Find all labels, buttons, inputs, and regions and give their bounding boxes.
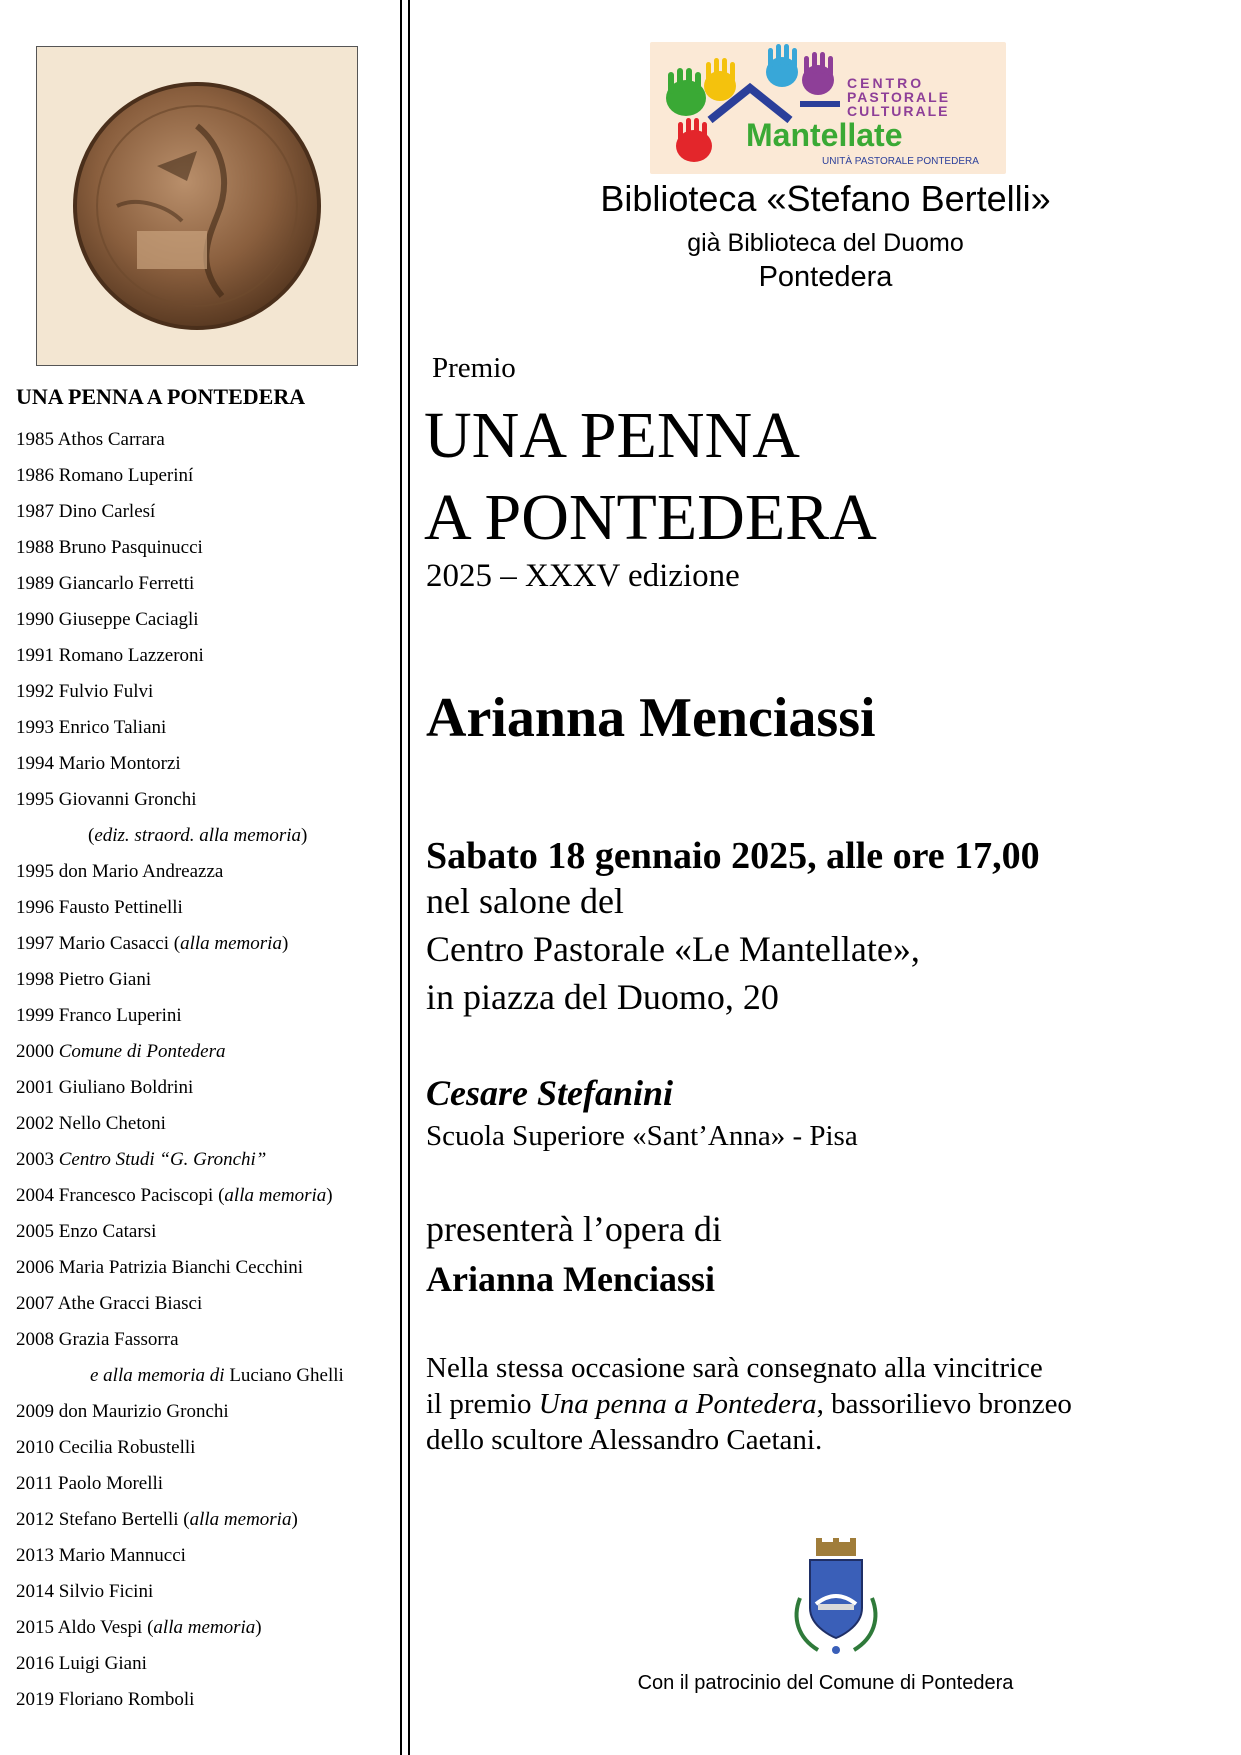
list-item: 2005 Enzo Catarsi	[16, 1221, 157, 1242]
list-item: 1997 Mario Casacci (alla memoria)	[16, 933, 289, 954]
award-note-line3: dello scultore Alessandro Caetani.	[426, 1424, 823, 1456]
event-column	[410, 0, 1241, 1755]
list-item: 2002 Nello Chetoni	[16, 1113, 166, 1134]
winners-list	[16, 422, 396, 1718]
presenter-name: Cesare Stefanini	[426, 1073, 674, 1113]
list-item: 2001 Giuliano Boldrini	[16, 1077, 194, 1098]
list-item: 1999 Franco Luperini	[16, 1005, 182, 1026]
library-city: Pontedera	[758, 261, 893, 293]
venue-line2: Centro Pastorale «Le Mantellate»,	[426, 929, 920, 969]
svg-text:PASTORALE: PASTORALE	[847, 89, 951, 105]
award-note-line1: Nella stessa occasione sarà consegnato alla vincitrice	[426, 1352, 1043, 1384]
venue-line1: nel salone del	[426, 881, 624, 921]
library-former-name: già Biblioteca del Duomo	[687, 229, 964, 257]
winners-column	[0, 0, 400, 1755]
list-item: 2000 Comune di Pontedera	[16, 1041, 226, 1062]
list-item-note: e alla memoria di Luciano Ghelli	[90, 1365, 344, 1386]
list-item: 2014 Silvio Ficini	[16, 1581, 154, 1602]
presents-text: presenterà l’opera di	[426, 1209, 722, 1249]
list-item: 1987 Dino Carlesí	[16, 501, 156, 522]
list-item: 2009 don Maurizio Gronchi	[16, 1401, 229, 1422]
list-item: 2004 Francesco Paciscopi (alla memoria)	[16, 1185, 333, 1206]
column-divider	[400, 0, 402, 1755]
list-item: 2007 Athe Gracci Biasci	[16, 1293, 203, 1314]
svg-text:Mantellate: Mantellate	[746, 117, 903, 153]
list-item: 2012 Stefano Bertelli (alla memoria)	[16, 1509, 298, 1530]
yellow-hand-icon	[704, 58, 736, 101]
green-hand-icon	[666, 68, 706, 116]
hands-logo-icon	[650, 42, 1006, 174]
patronage-text: Con il patrocinio del Comune di Pontedera	[637, 1672, 1014, 1694]
list-item: 1986 Romano Luperiní	[16, 465, 194, 486]
list-item: 1995 don Mario Andreazza	[16, 861, 224, 882]
library-name: Biblioteca «Stefano Bertelli»	[600, 178, 1051, 219]
list-item: 2008 Grazia Fassorra	[16, 1329, 179, 1350]
list-item: 2006 Maria Patrizia Bianchi Cecchini	[16, 1257, 304, 1278]
list-item: 2013 Mario Mannucci	[16, 1545, 186, 1566]
list-item: 2016 Luigi Giani	[16, 1653, 147, 1674]
list-item: 1994 Mario Montorzi	[16, 753, 181, 774]
svg-text:UNITÀ PASTORALE PONTEDERA: UNITÀ PASTORALE PONTEDERA	[822, 156, 979, 167]
prize-title-line1: UNA PENNA	[424, 399, 800, 472]
pontedera-crest-icon	[788, 1538, 884, 1658]
venue-line3: in piazza del Duomo, 20	[426, 977, 779, 1017]
prize-label: Premio	[432, 352, 516, 384]
winner-name: Arianna Menciassi	[426, 687, 876, 749]
list-item: 1995 Giovanni Gronchi	[16, 789, 197, 810]
list-item: 2010 Cecilia Robustelli	[16, 1437, 196, 1458]
list-item: 1990 Giuseppe Caciagli	[16, 609, 199, 630]
list-item: 1991 Romano Lazzeroni	[16, 645, 204, 666]
winners-heading: UNA PENNA A PONTEDERA	[16, 384, 306, 409]
mantellate-logo	[650, 42, 1006, 174]
list-item: 1996 Fausto Pettinelli	[16, 897, 183, 918]
list-item: 1993 Enrico Taliani	[16, 717, 167, 738]
blue-hand-icon	[766, 44, 798, 87]
list-item: 2019 Floriano Romboli	[16, 1689, 195, 1710]
svg-text:CULTURALE: CULTURALE	[847, 103, 950, 119]
presenter-institution: Scuola Superiore «Sant’Anna» - Pisa	[426, 1120, 858, 1152]
list-item: 2011 Paolo Morelli	[16, 1473, 164, 1494]
award-note-line2: il premio Una penna a Pontedera, bassorilievo bronzeo	[426, 1388, 1072, 1420]
red-hand-icon	[676, 118, 712, 162]
bronze-medal-icon	[47, 56, 347, 356]
list-item: 1992 Fulvio Fulvi	[16, 681, 154, 702]
prize-title-line2: A PONTEDERA	[424, 481, 877, 554]
list-item-note: (ediz. straord. alla memoria)	[88, 825, 308, 846]
svg-text:CENTRO: CENTRO	[847, 75, 925, 91]
presents-author: Arianna Menciassi	[426, 1259, 716, 1299]
list-item: 1989 Giancarlo Ferretti	[16, 573, 195, 594]
list-item: 1985 Athos Carrara	[16, 429, 165, 450]
medal-image	[36, 46, 358, 366]
list-item: 2015 Aldo Vespi (alla memoria)	[16, 1617, 262, 1638]
purple-hand-icon	[802, 52, 834, 95]
list-item: 1998 Pietro Giani	[16, 969, 152, 990]
list-item: 2003 Centro Studi “G. Gronchi”	[16, 1149, 267, 1170]
edition-label: 2025 – XXXV edizione	[426, 558, 740, 594]
event-datetime: Sabato 18 gennaio 2025, alle ore 17,00	[426, 835, 1040, 877]
list-item: 1988 Bruno Pasquinucci	[16, 537, 203, 558]
